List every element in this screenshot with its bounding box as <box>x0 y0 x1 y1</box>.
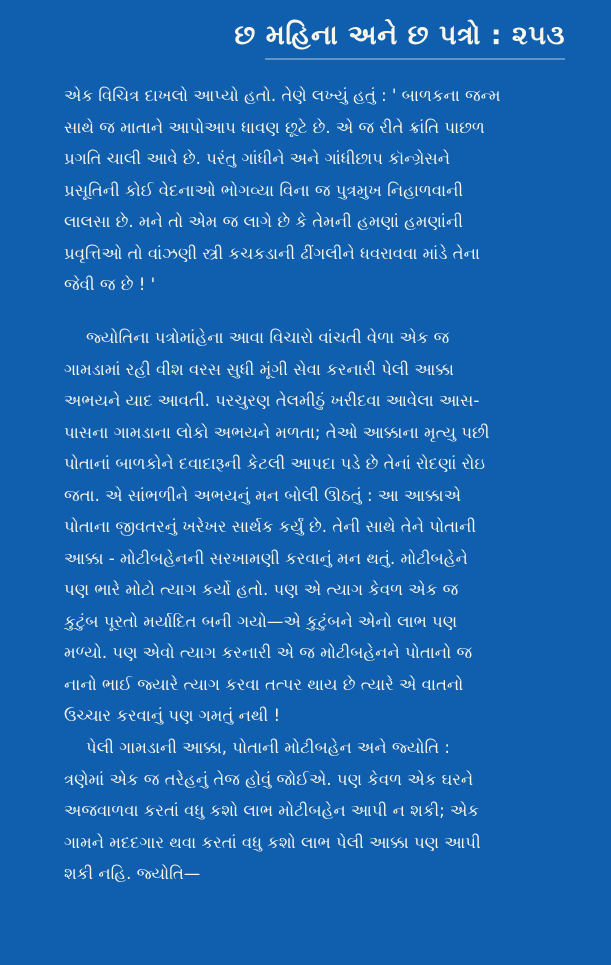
paragraph-1 <box>64 80 571 301</box>
text-line: ઉચ્ચાર કરવાનું પણ ગમતું નથી ! <box>64 706 281 725</box>
text-line: સાથે જ માતાને આપોઆપ ધાવણ છૂટે છે. એ જ રીતે ક્રાંતિ પાછળ <box>64 117 485 137</box>
text-line: પ્રગતિ ચાલી આવે છે. પરંતુ ગાંધીને અને ગાંધીછાપ કૉન્ગ્રેસને <box>64 149 451 168</box>
text-line: અભયને યાદ આવતી. પરચુરણ તેલમીઠું ખરીદવા આવેલા આસ- <box>64 391 480 410</box>
text-line: આક્કા - મોટીબહેનની સરખામણી કરવાનું મન થતું. મોટીબહેને <box>64 548 468 568</box>
text-line: લાલસા છે. મને તો એમ જ લાગે છે કે તેમની હમણાં હમણાંની <box>64 212 463 231</box>
text-line: પાસના ગામડાના લોકો અભયને મળતા; તેઓ આક્કાના મૃત્યુ પછી <box>64 422 490 442</box>
text-line: શકી નહિ. જ્યોતિ— <box>64 864 201 883</box>
header-underline <box>265 58 565 60</box>
text-line: નાનો ભાઈ જ્યારે ત્યાગ કરવા તત્પર થાય છે ત્યારે એ વાતનો <box>64 674 464 694</box>
text-line: પ્રસૂતિની કોઈ વેદનાઓ ભોગવ્યા વિના જ પુત્રમુખ નિહાળવાની <box>64 180 464 200</box>
running-header: છ મહિના અને છ પત્રો : ૨૫૩ <box>234 20 565 51</box>
text-line: એક વિચિત્ર દાખલો આપ્યો હતો. તેણે લખ્યું હતું : ' બાળકના જન્મ <box>64 86 501 105</box>
text-line: પોતાના જીવતરનું ખરેખર સાર્થક કર્યું છે. તેની સાથે તેને પોતાની <box>64 517 477 536</box>
text-line: પેલી ગામડાની આક્કા, પોતાની મોટીબહેન અને જ્યોતિ : <box>86 738 450 757</box>
paragraph-3 <box>64 732 571 890</box>
text-line: ગામને મદદગાર થવા કરતાં વધુ કશો લાભ પેલી આક્કા પણ આપી <box>64 832 481 852</box>
text-line: ગામડામાં રહી વીશ વરસ સુધી મૂંગી સેવા કરનારી પેલી આક્કા <box>64 359 454 379</box>
text-line: જતા. એ સાંભળીને અભયનું મન બોલી ઊઠતું : આ આક્કાએ <box>64 485 461 505</box>
text-line: પણ ભારે મોટો ત્યાગ કર્યો હતો. પણ એ ત્યાગ કેવળ એક જ <box>64 580 459 599</box>
text-line: કુટુંબ પૂરતો મર્યાદિત બની ગયો—એ કુટુંબને એનો લાભ પણ <box>64 611 458 631</box>
text-line: ત્રણેમાં એક જ તરેહનું તેજ હોવું જોઈએ. પણ કેવળ એક ઘરને <box>64 769 474 789</box>
paragraph-2 <box>64 322 571 732</box>
text-line: જ્યોતિના પત્રોમાંહેના આવા વિચારો વાંચતી વેળા એક જ <box>86 328 450 347</box>
text-line: અજવાળવા કરતાં વધુ કશો લાભ મોટીબહેન આપી ન શકી; એક <box>64 801 480 820</box>
text-line: જેવી જ છે ! ' <box>64 275 156 294</box>
text-line: પોતાનાં બાળકોને દવાદારૂની કેટલી આપદા પડે છે તેનાં રોદણાં રોઇ <box>64 454 485 473</box>
text-line: મળ્યો. પણ એવો ત્યાગ કરનારી એ જ મોટીબહેનને પોતાનો જ <box>64 643 473 662</box>
text-line: પ્રવૃત્તિઓ તો વાંઝણી સ્ત્રી કચકડાની ઢીંગલીને ધવરાવવા માંડે તેના <box>64 243 480 263</box>
